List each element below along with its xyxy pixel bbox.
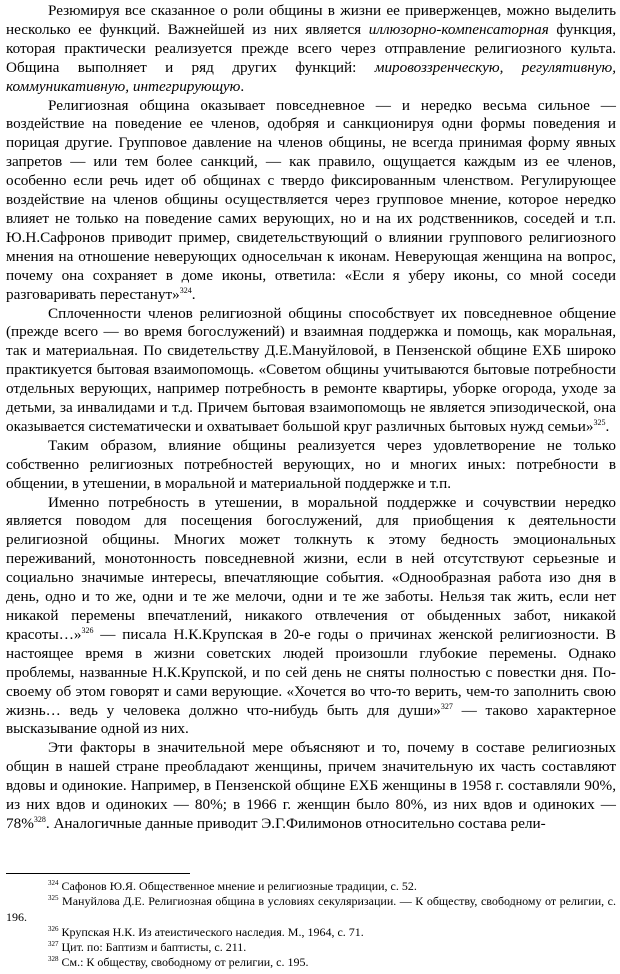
footnote-325: $^{325}$ Мануйлова Д.Е. Религиозная община в условиях секуляризации. — К обществу, свободному от религии, с. 196. [6,894,616,924]
emphasis-function-list: мировоззренческую, регулятивную, коммуникативную, интегрирующую [6,58,616,95]
footnotes [6,879,616,971]
paragraph-functions: Резюмируя все сказанное о роли общины в жизни ее приверженцев, можно выделить несколько ее функций. Важнейшей из них является иллюзорно-компенсаторная функция, которая практически реализуется прежде всего через отправление религиозного культа. Община выполняет и ряд других функций: мировоззренческую, регулятивную, коммуникативную, интегрирующую. [6,2,616,95]
footnote-ref-326[interactable]: 326 [81,625,94,635]
paragraph-needs: Таким образом, влияние общины реализуется через удовлетворение не только собственно религиозных потребностей верующих, но и многих иных: потребности в общении, в утешении, в моральной и материальной поддержке и т.п. [6,436,616,492]
footnote-328: $^{328}$ См.: К обществу, свободному от религии, с. 195. [48,955,309,970]
footnote-ref-328[interactable]: 328 [33,814,46,824]
footnote-ref-325[interactable]: 325 [593,417,606,427]
emphasis-illusory-compensatory: иллюзорно-компенсаторная [368,20,549,38]
footnote-separator [6,873,190,874]
footnote-326: $^{326}$ Крупская Н.К. Из атеистического наследия. М., 1964, с. 71. [48,924,364,939]
footnote-ref-324[interactable]: 324 [179,285,192,295]
paragraph-group-pressure: Религиозная община оказывает повседневное — и нередко весьма сильное — воздействие на поведение ее членов, одобряя и санкционируя одни формы поведения и порицая другие. Групповое давление на членов общины, не всегда принимая форму явных запретов — или тем более санкций, — как правило, ощущается каждым из ее членов, особенно если речь идет об общинах с твердо фиксированным членством. Регулирующее воздействие на членов общины осуществляется через групповое мнение, которое нередко влияет не только на поведение самих верующих, но и на их родственников, соседей и т.п. Ю.Н.Сафронов приводит пример, свидетельствующий о влиянии группового религиозного мнения на отношение неверующих односельчан к иконам. Неверующая женщина на вопрос, почему она сохраняет в доме иконы, ответила: «Если я уберу иконы, со мной соседи разговаривать перестанут»$^{324}$. [6,96,616,303]
footnote-327: $^{327}$ Цит. по: Баптизм и баптисты, с. 211. [48,940,247,955]
paragraph-cohesion: Сплоченности членов религиозной общины способствует их повседневное общение (прежде всего — во время богослужений) и взаимная поддержка и помощь, как моральная, так и материальная. По свидетельству Д.Е.Мануйловой, в Пензенской общине ЕХБ широко практикуется бытовая взаимопомощь. «Советом общины учитываются бытовые потребности отдельных верующих, например потребность в ремонте квартиры, уборке огорода, уходе за детьми, за инвалидами и т.д. Причем бытовая взаимопомощь не является эпизодической, она оказывается систематически и охватывает большой круг различных бытовых нужд семьи»$^{325}$. [6,304,616,435]
paragraph-women: Эти факторы в значительной мере объясняют и то, почему в составе религиозных общин в нашей стране преобладают женщины, причем значительную их часть составляют вдовы и одинокие. Например, в Пензенской общине ЕХБ женщины в 1958 г. составляли 90%, из них вдов и одиноких — 80%; в 1966 г. женщин было 80%, из них вдов и одиноких — 78%$^{328}$. Аналогичные данные приводит Э.Г.Филимонов относительно состава рели- [6,739,616,832]
body-text [6,2,616,834]
paragraph-consolation: Именно потребность в утешении, в моральной поддержке и сочувствии нередко является поводом для посещения богослужений, для приобщения к деятельности религиозной общины. Многих может толкнуть к этому бедность эмоциональных переживаний, монотонность повседневной жизни, если в ней отсутствуют серьезные и социально значимые интересы, впечатляющие события. «Однообразная работа изо дня в день, одно и то же, одни и те же мелочи, одни и те же заботы. Нельзя так жить, если нет никакой перемены впечатлений, никакого отвлечения от обыденных забот, никакой красоты…»$^{326}$ — писала Н.К.Крупская в 20-е годы о причинах женской религиозности. В настоящее время в жизни советских людей произошли глубокие перемены. Однако проблемы, названные Н.К.Крупской, и по сей день не сняты полностью с повестки дня. По-своему об этом говорят и сами верующие. «Хочется во что-то верить, чем-то заполнить свою жизнь… ведь у человека должно что-нибудь быть для души»$^{327}$ — таково характерное высказывание одной из них. [6,493,616,738]
footnote-ref-327[interactable]: 327 [440,701,453,711]
footnote-324: $^{324}$ Сафонов Ю.Я. Общественное мнение и религиозные традиции, с. 52. [48,879,417,893]
